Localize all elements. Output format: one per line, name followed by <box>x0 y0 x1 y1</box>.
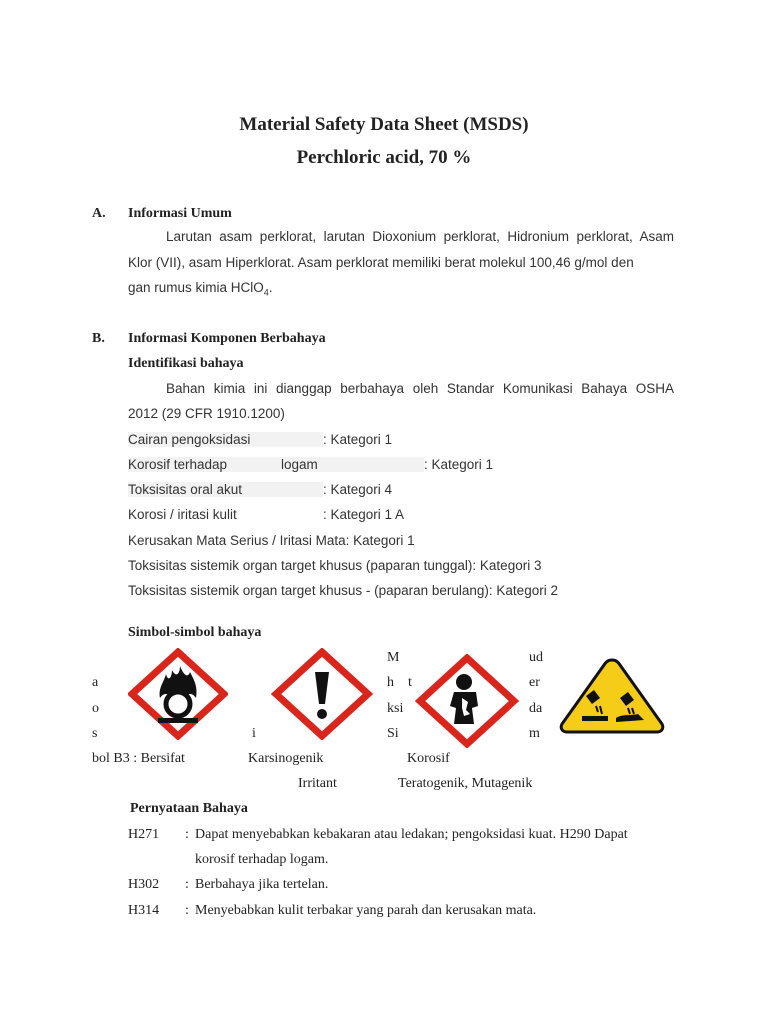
caption-karsinogenik: Karsinogenik <box>248 751 324 766</box>
caption-korosif: Korosif <box>407 751 450 766</box>
health-hazard-icon <box>414 654 520 748</box>
statement-separator: : <box>185 827 189 842</box>
hazard-row <box>128 482 392 497</box>
section-b-subheading: Identifikasi bahaya <box>128 356 244 371</box>
section-a-para-line2-b: Asam perklorat memiliki berat molekul 100,46 g/mol den <box>297 255 634 270</box>
formula-period: . <box>268 280 273 295</box>
statement-code: H271 <box>128 827 160 842</box>
symbol-text-fragment: h t <box>387 675 412 690</box>
symbol-text-fragment: er <box>529 675 540 690</box>
hazard-row-label: Korosi / iritasi kulit <box>128 507 237 522</box>
section-a-para-line1: Larutan asam perklorat, larutan Dioxonium perklorat, Hidronium perklorat, Asam <box>166 229 674 244</box>
hazard-row <box>128 507 404 522</box>
hazard-row-label: Toksisitas oral akut <box>128 482 323 497</box>
section-a-para-line2 <box>128 255 674 270</box>
statement-separator: : <box>185 877 189 892</box>
symbol-text-fragment: Si <box>387 726 399 741</box>
hazard-row-value: : Kategori 1 <box>424 457 494 472</box>
symbol-text-fragment: M <box>387 650 400 665</box>
hazard-row-label: Cairan pengoksidasi <box>128 432 323 447</box>
caption-irritant: Irritant <box>298 776 337 791</box>
symbol-text-fragment: bol B3 : Bersifat <box>92 751 185 766</box>
hazard-row-label-2: logam <box>281 457 424 472</box>
hazard-row <box>128 432 392 447</box>
caption-teratogenik: Teratogenik, Mutagenik <box>398 776 533 791</box>
formula-text: gan rumus kimia HClO <box>128 280 264 295</box>
symbol-text-fragment: s <box>92 726 98 741</box>
statement-text: Dapat menyebabkan kebakaran atau ledakan; pengoksidasi kuat. H290 Dapat <box>195 827 628 842</box>
symbol-text-fragment: ksi <box>387 701 404 716</box>
section-b-para-line2: 2012 (29 CFR 1910.1200) <box>128 406 285 421</box>
symbol-text-fragment: o <box>92 701 99 716</box>
repeated-exposure-line: Toksisitas sistemik organ target khusus - (paparan berulang): Kategori 2 <box>128 583 558 598</box>
section-b-para-line1: Bahan kimia ini dianggap berbahaya oleh Standar Komunikasi Bahaya OSHA <box>166 381 674 396</box>
symbols-heading: Simbol-simbol bahaya <box>128 625 262 640</box>
statement-code: H302 <box>128 877 160 892</box>
formula-subscript: 4 <box>263 287 269 298</box>
hazard-row-label: Korosif terhadap <box>128 457 281 472</box>
symbol-text-fragment: m <box>529 726 540 741</box>
section-a-letter: A. <box>92 206 106 221</box>
statements-heading: Pernyataan Bahaya <box>130 801 248 816</box>
hazard-row <box>128 457 493 472</box>
section-a-heading: Informasi Umum <box>128 206 232 221</box>
flame-over-circle-icon <box>128 648 228 740</box>
section-a-para-line3 <box>128 280 273 298</box>
eye-damage-line: Kerusakan Mata Serius / Iritasi Mata: Kategori 1 <box>128 533 415 548</box>
symbol-text-fragment: ud <box>529 650 543 665</box>
hazard-row-value: : Kategori 1 <box>323 432 393 447</box>
symbol-text-fragment: da <box>529 701 543 716</box>
hazard-row-value: : Kategori 4 <box>323 482 393 497</box>
symbol-text-fragment: a <box>92 675 99 690</box>
hazard-row-value: : Kategori 1 A <box>323 507 405 522</box>
section-a-para-line2-a: Klor (VII), asam Hiperklorat. <box>128 255 295 270</box>
statement-text-cont: korosif terhadap logam. <box>195 852 329 867</box>
section-b-heading: Informasi Komponen Berbahaya <box>128 331 326 346</box>
statement-text: Berbahaya jika tertelan. <box>195 877 329 892</box>
statement-separator: : <box>185 903 189 918</box>
single-exposure-line: Toksisitas sistemik organ target khusus (paparan tunggal): Kategori 3 <box>128 558 542 573</box>
document-title: Material Safety Data Sheet (MSDS) <box>239 114 529 135</box>
symbol-text-fragment: i <box>252 726 256 741</box>
section-b-letter: B. <box>92 331 105 346</box>
document-subtitle: Perchloric acid, 70 % <box>296 147 472 168</box>
exclamation-mark-icon <box>270 648 374 740</box>
statement-text: Menyebabkan kulit terbakar yang parah dan kerusakan mata. <box>195 903 537 918</box>
corrosion-icon <box>556 656 668 734</box>
statement-code: H314 <box>128 903 160 918</box>
